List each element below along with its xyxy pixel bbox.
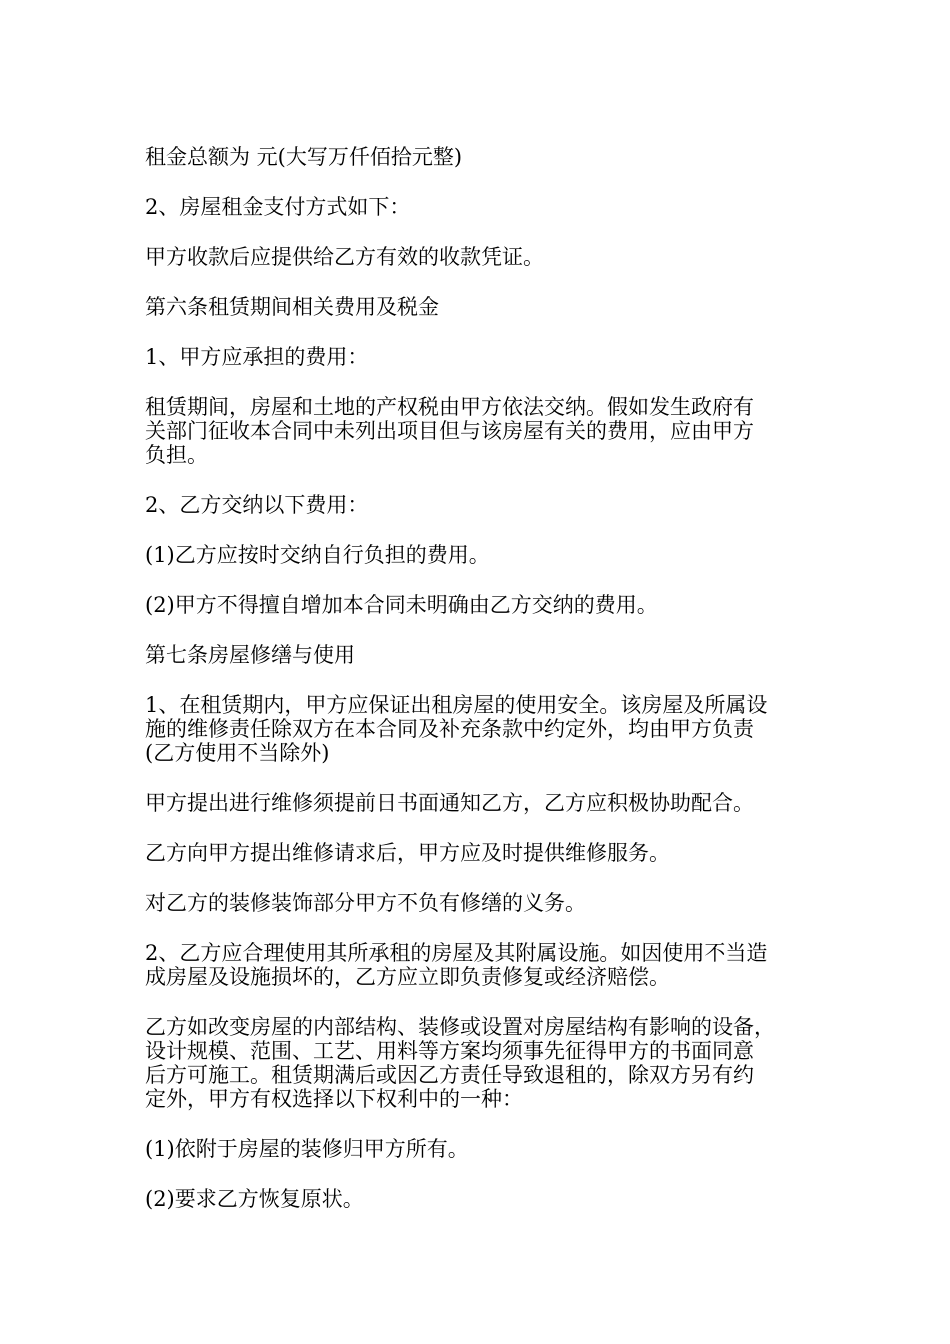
paragraph-repair-responsibility: 1、在租赁期内，甲方应保证出租房屋的使用安全。该房屋及所属设 施的维修责任除双方在本合同及补充条款中约定外，均由甲方负责 (乙方使用不当除外)	[145, 693, 768, 765]
paragraph-receipt: 甲方收款后应提供给乙方有效的收款凭证。	[145, 245, 544, 269]
paragraph-repair-notice: 甲方提出进行维修须提前日书面通知乙方，乙方应积极协助配合。	[145, 791, 754, 815]
paragraph-property-tax: 租赁期间，房屋和土地的产权税由甲方依法交纳。假如发生政府有 关部门征收本合同中未列出项目但与该房屋有关的费用，应由甲方 负担。	[145, 395, 754, 467]
paragraph-option-1: (1)依附于房屋的装修归甲方所有。	[145, 1137, 469, 1161]
document-body	[145, 145, 810, 1237]
paragraph-payment-method: 2、房屋租金支付方式如下：	[145, 195, 411, 219]
paragraph-decoration: 对乙方的装修装饰部分甲方不负有修缮的义务。	[145, 891, 586, 915]
paragraph-rent-total: 租金总额为 元(大写万仟佰拾元整)	[145, 145, 463, 169]
paragraph-structure-change: 乙方如改变房屋的内部结构、装修或设置对房屋结构有影响的设备， 设计规模、范围、工艺、用料等方案均须事先征得甲方的书面同意 后方可施工。租赁期满后或因乙方责任导致退租的，除双方另有约 定外，甲方有权选择以下权利中的一种：	[145, 1015, 775, 1111]
paragraph-proper-use: 2、乙方应合理使用其所承租的房屋及其附属设施。如因使用不当造 成房屋及设施损坏的，乙方应立即负责修复或经济赔偿。	[145, 941, 768, 989]
paragraph-b-fee-item-1: (1)乙方应按时交纳自行负担的费用。	[145, 543, 490, 567]
paragraph-option-2: (2)要求乙方恢复原状。	[145, 1187, 364, 1211]
article-6-heading: 第六条租赁期间相关费用及税金	[145, 295, 439, 319]
paragraph-b-fee-item-2: (2)甲方不得擅自增加本合同未明确由乙方交纳的费用。	[145, 593, 658, 617]
paragraph-party-b-fees: 2、乙方交纳以下费用：	[145, 493, 369, 517]
paragraph-party-a-fees: 1、甲方应承担的费用：	[145, 345, 369, 369]
paragraph-repair-request: 乙方向甲方提出维修请求后，甲方应及时提供维修服务。	[145, 841, 670, 865]
article-7-heading: 第七条房屋修缮与使用	[145, 643, 355, 667]
